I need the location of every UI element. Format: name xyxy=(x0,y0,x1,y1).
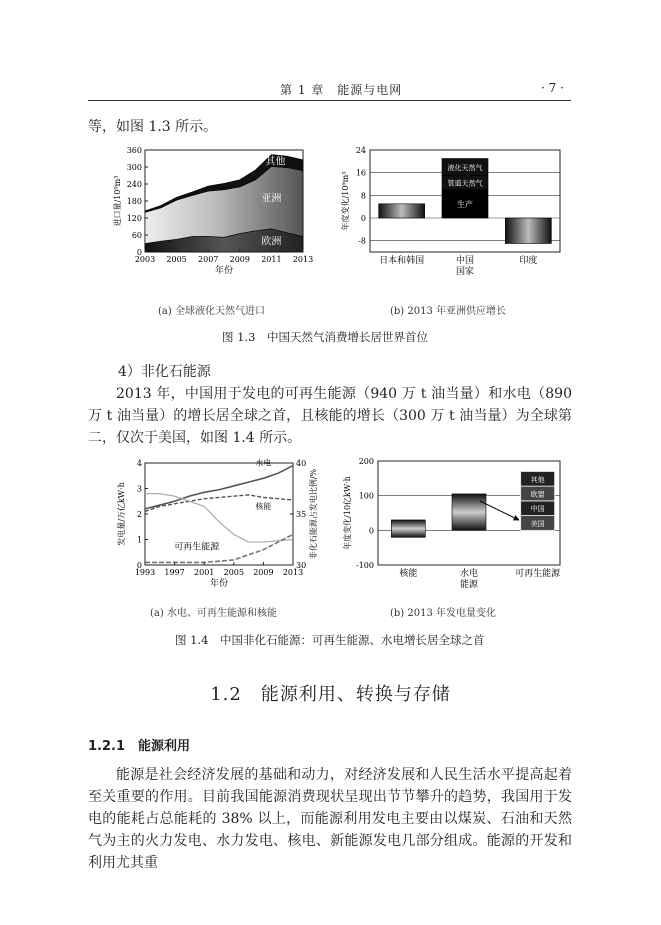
segment-label: 美国 xyxy=(530,519,545,528)
bar-segment xyxy=(505,218,551,244)
running-header-title: 第 1 章 能源与电网 xyxy=(280,83,403,97)
section-4-title: 4）非化石能源 xyxy=(118,364,211,380)
x-tick-label: 2005 xyxy=(223,568,244,577)
y-tick-label: 4 xyxy=(136,459,142,468)
section-1-2-title: 1.2 能源利用、转换与存储 xyxy=(210,684,451,705)
y-tick-label: 100 xyxy=(358,491,374,501)
y-tick-label: 2 xyxy=(136,510,142,519)
y-tick-label: -100 xyxy=(356,561,374,570)
y-axis-label: 发电量/万亿kW·h xyxy=(117,482,126,546)
series-label-renewable: 可再生能源 xyxy=(174,542,220,553)
x-tick-label: 2001 xyxy=(194,568,215,577)
x-tick-label: 2013 xyxy=(292,255,314,264)
x-category-label: 可再生能源 xyxy=(515,569,561,579)
x-tick-label: 2009 xyxy=(253,568,274,577)
y-tick-label: 0 xyxy=(136,561,142,570)
y-tick-label: 200 xyxy=(358,457,374,466)
x-tick-label: 2003 xyxy=(134,255,156,264)
y-tick-label: 0 xyxy=(368,526,374,536)
series-label-hydro: 水电 xyxy=(255,458,272,468)
y-tick-label: 8 xyxy=(360,191,366,201)
x-category-label: 水电 xyxy=(459,569,479,579)
y-tick-label: 180 xyxy=(126,197,142,206)
section-4-paragraph: 2013 年，中国用于发电的可再生能源（940 万 t 油当量）和水电（890 万 t 油当量）的增长居全球之首，且核能的增长（300 万 t 油当量）为全球第二，仅次于美国，如图 1.4 所示。 xyxy=(88,386,572,446)
y-tick-label: 16 xyxy=(355,168,366,178)
y-tick-label: 0 xyxy=(136,248,142,257)
x-tick-label: 2013 xyxy=(282,568,304,577)
figure-1-3a-chart xyxy=(88,140,328,300)
y-axis-label: 进口量/10⁹m³ xyxy=(113,175,122,227)
y2-tick-label: 30 xyxy=(296,561,307,570)
series-label: 欧洲 xyxy=(261,236,282,248)
header-rule xyxy=(88,100,571,101)
y2-axis-label: 非化石能源占发电比例/% xyxy=(309,468,318,560)
bar-segment xyxy=(379,204,425,218)
series-label: 其他 xyxy=(265,156,286,168)
y-tick-label: 3 xyxy=(136,484,142,494)
figure-1-4a-chart xyxy=(88,455,328,600)
figure-1-4b-chart xyxy=(338,455,578,600)
x-axis-label: 年份 xyxy=(209,579,229,589)
series-label-nuclear: 核能 xyxy=(255,501,272,511)
figure-1-3a-caption: (a) 全球液化天然气进口 xyxy=(158,306,265,317)
x-tick-label: 2009 xyxy=(229,255,250,264)
segment-label: 液化天然气 xyxy=(447,164,483,172)
y-tick-label: -8 xyxy=(358,236,366,246)
figure-1-4a-caption: (a) 水电、可再生能源和核能 xyxy=(150,608,277,619)
x-category-sublabel: 能源 xyxy=(459,580,479,590)
intro-paragraph: 等，如图 1.3 所示。 xyxy=(88,119,218,135)
x-tick-label: 2007 xyxy=(198,255,219,264)
segment-label: 生产 xyxy=(457,199,473,209)
segment-label: 管道天然气 xyxy=(447,179,483,188)
y-tick-label: 300 xyxy=(126,163,142,172)
bar xyxy=(391,520,425,537)
series-label: 亚洲 xyxy=(261,193,282,205)
x-tick-label: 2005 xyxy=(166,255,187,264)
figure-1-4b-caption: (b) 2013 年发电量变化 xyxy=(390,608,497,619)
y-tick-label: 360 xyxy=(126,146,142,155)
y2-tick-label: 35 xyxy=(296,510,307,519)
figure-1-4-caption: 图 1.4 中国非化石能源：可再生能源、水电增长居全球之首 xyxy=(175,633,485,647)
section-1-2-1-title: 1.2.1 能源利用 xyxy=(88,739,191,754)
y-tick-label: 24 xyxy=(355,146,366,155)
figure-1-3b-chart xyxy=(338,140,578,300)
page-number: · 7 · xyxy=(541,81,564,95)
y-tick-label: 240 xyxy=(126,180,142,189)
figure-1-3-caption: 图 1.3 中国天然气消费增长居世界首位 xyxy=(222,330,428,344)
segment-label: 其他 xyxy=(530,475,545,484)
x-tick-label: 1997 xyxy=(164,568,185,577)
x-tick-label: 2011 xyxy=(261,255,282,264)
x-category-label: 中国 xyxy=(455,256,475,266)
x-category-label: 核能 xyxy=(399,569,418,579)
y-tick-label: 1 xyxy=(136,535,142,545)
segment-label: 欧盟 xyxy=(530,490,545,499)
x-category-sublabel: 国家 xyxy=(455,267,475,277)
y-tick-label: 120 xyxy=(126,214,142,223)
y-tick-label: 0 xyxy=(360,214,366,223)
y-axis-label: 年度变化/10亿kW·h xyxy=(343,476,352,550)
y2-tick-label: 40 xyxy=(296,459,307,468)
x-category-label: 日本和韩国 xyxy=(379,256,425,266)
segment-label: 中国 xyxy=(530,505,545,514)
body-paragraph: 能源是社会经济发展的基础和动力，对经济发展和人民生活水平提高起着至关重要的作用。目前我国能源消费现状呈现出节节攀升的趋势，我国用于发电的能耗占总能耗的 38% 以上，而能源利用发电主要由以煤炭、石油和天然气为主的火力发电、水力发电、核电、新能源发电几部分组成。能源的开发和利用尤其重 xyxy=(88,767,572,871)
x-axis-label: 年份 xyxy=(214,266,234,276)
figure-1-3b-caption: (b) 2013 年亚洲供应增长 xyxy=(390,306,507,317)
x-category-label: 印度 xyxy=(519,256,538,266)
bar xyxy=(452,494,486,530)
x-tick-label: 1993 xyxy=(134,568,156,577)
y-tick-label: 60 xyxy=(131,231,142,240)
y-axis-label: 年度变化/10⁹m³ xyxy=(341,171,350,231)
